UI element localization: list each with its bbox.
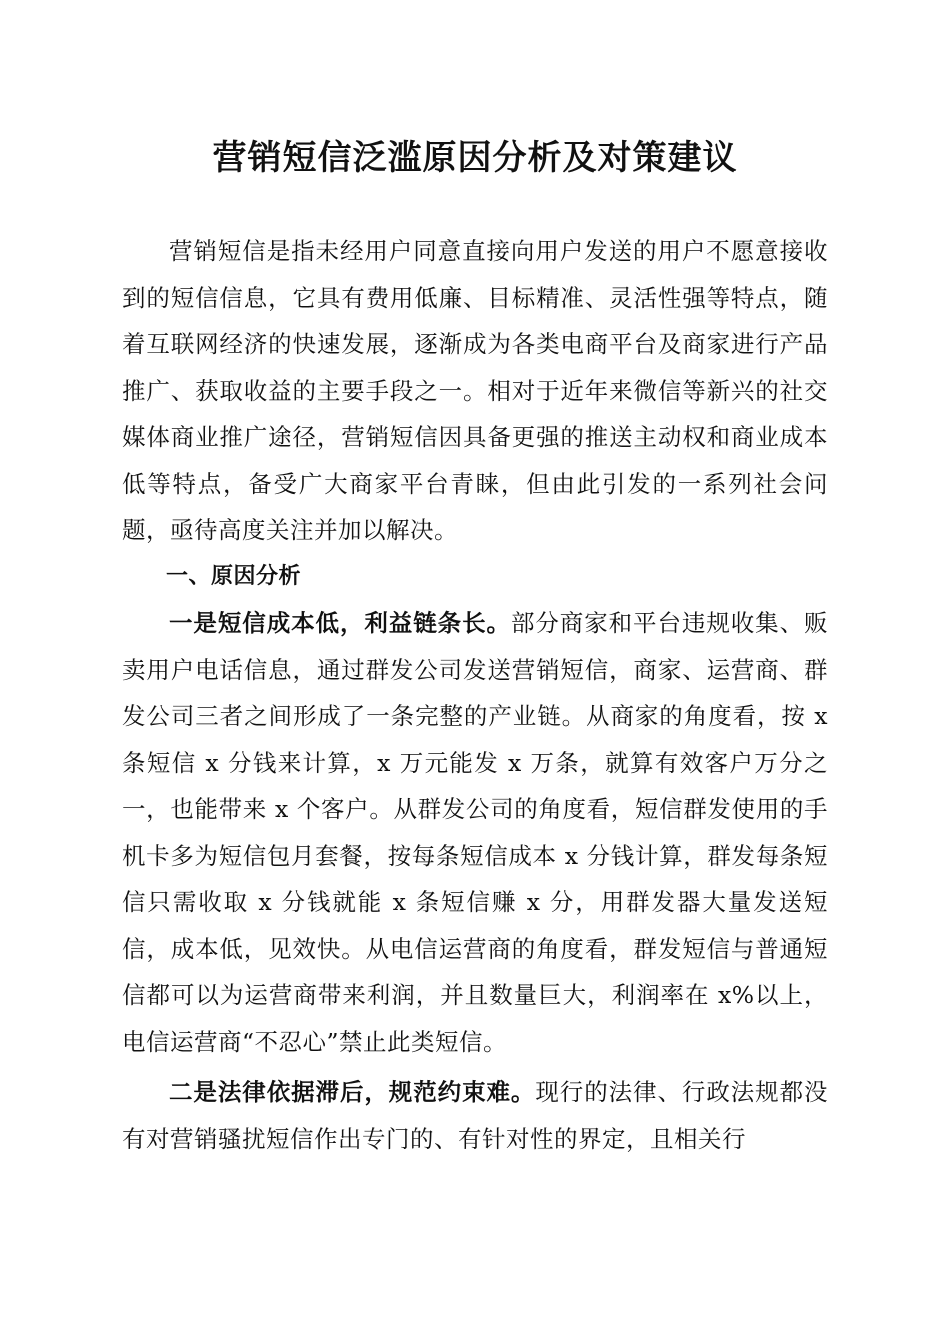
- point-2-text: 现行的法律、行政法规都没有对营销骚扰短信作出专门的、有针对性的界定，且相关行: [122, 1078, 829, 1153]
- point-2-lead: 二是法律依据滞后，规范约束难。: [169, 1078, 536, 1106]
- document-title: 营销短信泛滥原因分析及对策建议: [212, 138, 738, 178]
- point-1-lead: 一是短信成本低，利益链条长。: [169, 609, 511, 637]
- section-heading-cause-analysis: 一、原因分析: [166, 563, 302, 589]
- point-2-paragraph: [122, 1069, 828, 1162]
- document-body: [122, 228, 828, 1162]
- point-1-text: 部分商家和平台违规收集、贩卖用户电话信息，通过群发公司发送营销短信，商家、运营商、群发公司三者之间形成了一条完整的产业链。从商家的角度看，按 x 条短信 x 分钱来计算，x 万元能发 x 万条，就算有效客户万分之一，也能带来 x 个客户。从群发公司的角度看，短信群发使用的手机卡多为短信包月套餐，按每条短信成本 x 分钱计算，群发每条短信只需收取 x 分钱就能 x 条短信赚 x 分，用群发器大量发送短信，成本低，见效快。从电信运营商的角度看，群发短信与普通短信都可以为运营商带来利润，并且数量巨大，利润率在 x%以上，电信运营商“不忍心”禁止此类短信。: [122, 609, 829, 1056]
- intro-paragraph: 营销短信是指未经用户同意直接向用户发送的用户不愿意接收到的短信信息，它具有费用低廉、目标精准、灵活性强等特点，随着互联网经济的快速发展，逐渐成为各类电商平台及商家进行产品推广、获取收益的主要手段之一。相对于近年来微信等新兴的社交媒体商业推广途径，营销短信因具备更强的推送主动权和商业成本低等特点，备受广大商家平台青睐，但由此引发的一系列社会问题，亟待高度关注并加以解决。: [122, 237, 828, 544]
- point-1-paragraph: [122, 600, 828, 1065]
